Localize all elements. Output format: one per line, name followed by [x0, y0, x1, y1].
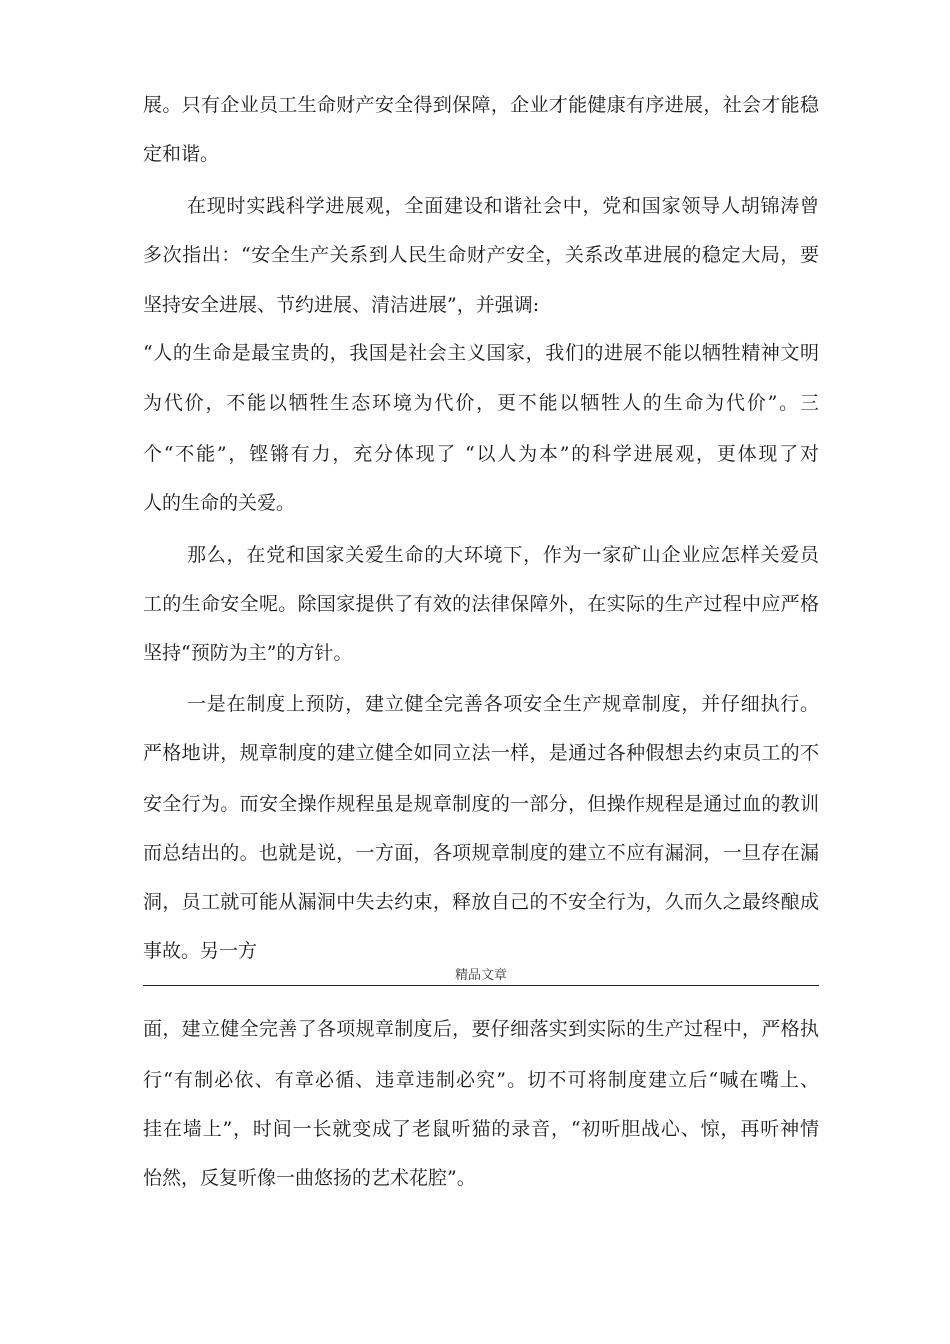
text-line: 坚持安全进展、节约进展、清洁进展”，并强调:	[143, 294, 540, 316]
text-line: 严格地讲，规章制度的建立健全如同立法一样，是通过各种假想去约束员工的不	[143, 742, 819, 764]
text-line: “人的生命是最宝贵的，我国是社会主义国家，我们的进展不能以牺牲精神文明	[143, 342, 819, 364]
text-line: 而总结出的。也就是说，一方面，各项规章制度的建立不应有漏洞，一旦存在漏	[143, 842, 819, 864]
text-line: 洞，员工就可能从漏洞中失去约束，释放自己的不安全行为，久而久之最终酿成	[143, 891, 819, 913]
text-line: 面，建立健全完善了各项规章制度后，要仔细落实到实际的生产过程中，严格执	[143, 1018, 819, 1040]
text-line: 那么，在党和国家关爱生命的大环境下，作为一家矿山企业应怎样关爱员	[187, 544, 819, 566]
text-line: 为代价，不能以牺牲生态环境为代价，更不能以牺牲人的生命为代价”。三	[143, 392, 819, 414]
text-line: 人的生命的关爱。	[143, 492, 296, 514]
page-footer-label: 精品文章	[454, 968, 507, 983]
text-line: 一是在制度上预防，建立健全完善各项安全生产规章制度，并仔细执行。	[187, 693, 819, 715]
text-line: 挂在墙上”，时间一长就变成了老鼠听猫的录音，“初听胆战心、惊，再听神情	[143, 1118, 819, 1140]
footer-divider	[143, 985, 819, 986]
text-line: 在现时实践科学进展观，全面建设和谐社会中，党和国家领导人胡锦涛曾	[187, 195, 819, 217]
text-line: 坚持“预防为主”的方针。	[143, 642, 353, 664]
text-line: 怡然，反复听像一曲悠扬的艺术花腔”。	[143, 1167, 476, 1189]
text-line: 工的生命安全呢。除国家提供了有效的法律保障外，在实际的生产过程中应严格	[143, 593, 819, 615]
text-line: 多次指出：“安全生产关系到人民生命财产安全，关系改革进展的稳定大局，要	[143, 244, 819, 266]
text-line: 展。只有企业员工生命财产安全得到保障，企业才能健康有序进展，社会才能稳	[143, 94, 819, 116]
text-line: 个“不能”，铿锵有力，充分体现了 “以人为本”的科学进展观，更体现了对	[143, 443, 819, 465]
text-line: 安全行为。而安全操作规程虽是规章制度的一部分，但操作规程是通过血的教训	[143, 793, 819, 815]
text-line: 定和谐。	[143, 143, 220, 165]
text-line: 行“有制必依、有章必循、违章违制必究”。切不可将制度建立后“喊在嘴上、	[143, 1069, 819, 1091]
text-line: 事故。另一方	[143, 940, 258, 962]
